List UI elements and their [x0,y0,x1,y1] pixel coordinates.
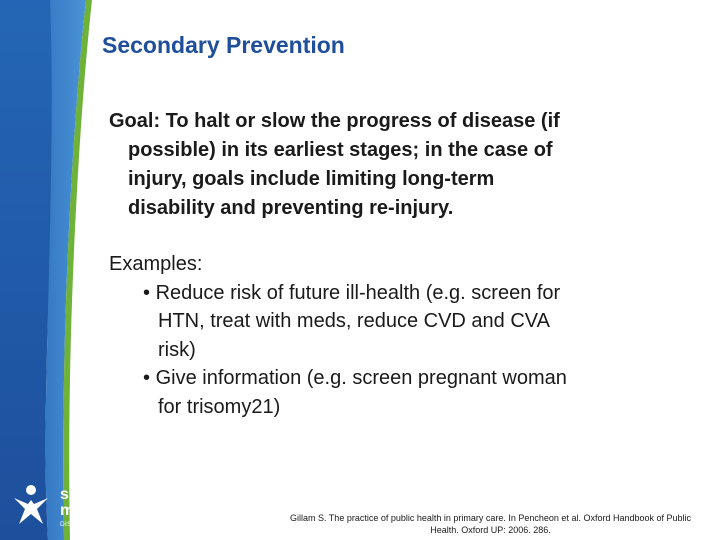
bullet-text: Reduce risk of future ill-health (e.g. screen for [155,281,561,304]
examples-heading: Examples: [109,253,203,275]
bullet-glyph: • [143,281,151,304]
goal-line: injury, goals include limiting long-term [128,168,495,190]
bullet-item [109,279,679,308]
slide-title: Secondary Prevention [102,32,345,58]
examples-section [109,250,679,421]
citation-line: Health. Oxford UP: 2006. 286. [430,525,551,535]
logo-line-health-unit: DISTRICT HEALTH UNIT [60,521,140,528]
logo-line-muskoka: muskoka [60,502,130,519]
bullet-continuation: for trisomy21) [158,395,281,418]
logo-text [60,487,140,528]
goal-line: Goal: To halt or slow the progress of disease (if [109,110,560,132]
bullet-item [109,364,679,393]
citation [268,512,713,536]
bullet-text: Give information (e.g. screen pregnant woman [155,367,567,389]
goal-line: possible) in its earliest stages; in the case of [128,139,553,161]
simcoe-muskoka-logo [10,484,240,528]
bullet-continuation: risk) [158,338,196,361]
citation-line: Gillam S. The practice of public health in primary care. In Pencheon et al. Oxford Handbook of Public [289,513,692,523]
bullet-glyph: • [143,367,151,389]
goal-line: disability and preventing re-injury. [128,197,454,219]
people-figure-icon [10,484,52,526]
logo-line-simcoe: simcoe [60,486,116,503]
goal-paragraph [109,107,679,223]
bullet-continuation: HTN, treat with meds, reduce CVD and CVA [158,310,550,332]
